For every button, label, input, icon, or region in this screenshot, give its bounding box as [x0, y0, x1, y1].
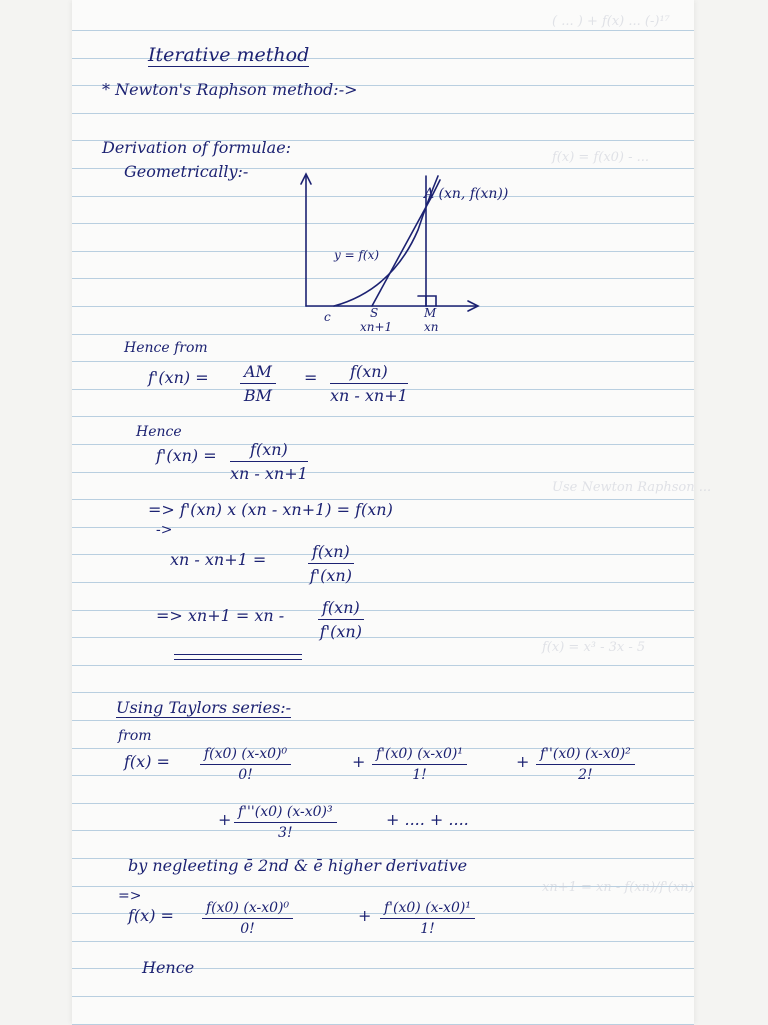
double-underline: [174, 654, 302, 655]
denominator: 0!: [238, 767, 253, 783]
plus-sign: +: [358, 906, 372, 925]
eq2-lhs: f'(xn) =: [156, 446, 217, 465]
ruled-line: [72, 637, 694, 638]
eq1-lhs: f'(xn) =: [148, 368, 209, 387]
hence-label-bottom: Hence: [142, 958, 195, 977]
denominator: xn - xn+1: [230, 464, 308, 483]
numerator: AM: [240, 362, 276, 384]
numerator: f(xn): [308, 542, 354, 564]
denominator: 1!: [412, 767, 427, 783]
ruled-line: [72, 665, 694, 666]
denominator: 1!: [420, 921, 435, 937]
numerator: f''(x0) (x-x0)²: [536, 746, 635, 765]
ruled-line: [72, 941, 694, 942]
x-n-plus-1-label: xn+1: [360, 320, 393, 334]
ruled-line: [72, 416, 694, 417]
eq6-lhs: f(x) =: [124, 752, 170, 771]
bleed-through-text: f(x) = x³ - 3x - 5: [542, 640, 646, 655]
numerator: f(x0) (x-x0)⁰: [202, 900, 293, 919]
equals-sign: =: [304, 368, 318, 387]
section-heading: * Newton's Raphson method:->: [102, 80, 358, 99]
bleed-through-text: Use Newton Raphson ...: [552, 480, 712, 495]
eq4-lhs: xn - xn+1 =: [170, 550, 267, 569]
eq2-fraction: [230, 440, 308, 483]
hence-from-label: Hence from: [124, 340, 208, 356]
point-a-label: A (xn, f(xn)): [424, 186, 509, 202]
numerator: f'(x0) (x-x0)¹: [380, 900, 475, 919]
numerator: f(xn): [330, 362, 408, 384]
plus-sign: +: [218, 810, 232, 829]
denominator: 0!: [240, 921, 255, 937]
ruled-line: [72, 720, 694, 721]
x-n-label: xn: [424, 320, 439, 334]
point-s-label: S: [370, 306, 379, 320]
denominator: f'(xn): [319, 622, 362, 641]
taylor-term-0: [200, 746, 291, 783]
hence-label: Hence: [136, 424, 182, 440]
denominator: 2!: [578, 767, 593, 783]
eq5-fraction: [318, 598, 364, 641]
plus-sign: +: [516, 752, 530, 771]
taylor-term-3: [234, 804, 337, 841]
ruled-line: [72, 692, 694, 693]
curve-label: y = f(x): [334, 248, 380, 262]
bleed-through-text: xn+1 = xn - f(xn)/f'(xn): [542, 880, 694, 895]
ellipsis-terms: + .... + ....: [386, 810, 469, 829]
arrow: ->: [156, 522, 173, 538]
bleed-through-text: f(x) = f(x0) - ...: [552, 150, 650, 165]
eq5-lhs: => xn+1 = xn -: [156, 606, 285, 625]
point-c-label: c: [324, 310, 331, 324]
numerator: f(x0) (x-x0)⁰: [200, 746, 291, 765]
ruled-line: [72, 554, 694, 555]
double-underline: [174, 659, 302, 660]
eq7-term-1: [380, 900, 475, 937]
ruled-line: [72, 472, 694, 473]
denominator: 3!: [278, 825, 293, 841]
numerator: f'''(x0) (x-x0)³: [234, 804, 337, 823]
implies-arrow: =>: [118, 888, 142, 904]
numerator: f(xn): [318, 598, 364, 620]
taylor-term-2: [536, 746, 635, 783]
denominator: xn - xn+1: [330, 386, 408, 405]
ruled-line: [72, 996, 694, 997]
plus-sign: +: [352, 752, 366, 771]
taylor-term-1: [372, 746, 467, 783]
page-title: Iterative method: [148, 44, 310, 66]
ruled-line: [72, 830, 694, 831]
ruled-line: [72, 803, 694, 804]
taylor-heading: Using Taylors series:-: [116, 698, 292, 717]
ruled-line: [72, 582, 694, 583]
eq3: => f'(xn) x (xn - xn+1) = f(xn): [148, 500, 393, 519]
point-m-label: M: [424, 306, 437, 320]
numerator: f(xn): [230, 440, 308, 462]
bleed-through-text: ( ... ) + f(x) ... (-)¹⁷: [552, 14, 670, 29]
ruled-line: [72, 444, 694, 445]
eq1-fraction-fxn: [330, 362, 408, 405]
derivation-heading: Derivation of formulae:: [102, 138, 292, 157]
from-label: from: [118, 728, 152, 744]
notebook-page: [72, 0, 712, 1024]
numerator: f'(x0) (x-x0)¹: [372, 746, 467, 765]
neglect-note: by negleeting ē 2nd & ē higher derivative: [128, 856, 468, 875]
eq7-term-0: [202, 900, 293, 937]
newton-raphson-graph: [72, 0, 694, 340]
eq1-fraction-am-bm: [240, 362, 276, 405]
denominator: f'(xn): [309, 566, 352, 585]
eq4-fraction: [308, 542, 354, 585]
eq7-lhs: f(x) =: [128, 906, 174, 925]
denominator: BM: [243, 386, 273, 405]
geometric-label: Geometrically:-: [124, 162, 249, 181]
